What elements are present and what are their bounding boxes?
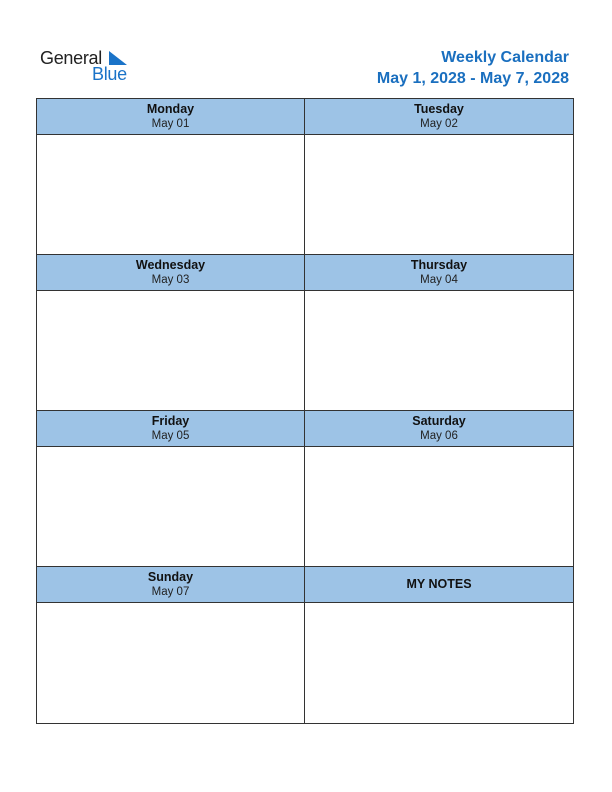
day-cell-friday xyxy=(37,411,305,567)
page-title: Weekly Calendar xyxy=(441,49,569,66)
day-name: Tuesday xyxy=(414,102,464,116)
brand-logo xyxy=(40,46,140,86)
day-cell-wednesday xyxy=(37,255,305,411)
day-header xyxy=(305,255,573,291)
day-header xyxy=(37,99,304,135)
brand-word-general: General xyxy=(40,48,102,68)
day-notes-area[interactable] xyxy=(37,135,304,254)
day-cell-thursday xyxy=(305,255,573,411)
notes-area[interactable] xyxy=(305,603,573,723)
day-name: Monday xyxy=(146,102,195,116)
day-notes-area[interactable] xyxy=(305,291,573,410)
day-name: Saturday xyxy=(412,414,466,428)
day-header xyxy=(37,255,304,291)
week-grid xyxy=(36,98,574,724)
brand-word-blue: Blue xyxy=(92,64,127,84)
day-cell-sunday xyxy=(37,567,305,723)
day-date: May 05 xyxy=(151,430,190,442)
day-date: May 02 xyxy=(420,118,458,130)
day-notes-area[interactable] xyxy=(305,447,573,566)
day-notes-area[interactable] xyxy=(305,135,573,254)
day-notes-area[interactable] xyxy=(37,603,304,723)
day-header xyxy=(305,99,573,135)
day-notes-area[interactable] xyxy=(37,291,304,410)
day-header xyxy=(305,411,573,447)
calendar-header xyxy=(377,48,569,89)
day-header xyxy=(37,411,304,447)
day-name: Friday xyxy=(151,414,190,428)
notes-title: MY NOTES xyxy=(406,577,472,591)
day-name: Thursday xyxy=(410,258,468,272)
day-date: May 07 xyxy=(151,586,190,598)
day-cell-saturday xyxy=(305,411,573,567)
day-date: May 06 xyxy=(420,430,458,442)
date-range: May 1, 2028 - May 7, 2028 xyxy=(376,70,569,87)
triangle-flag-icon xyxy=(109,51,127,65)
day-name: Wednesday xyxy=(135,258,206,272)
day-header xyxy=(37,567,304,603)
day-notes-area[interactable] xyxy=(37,447,304,566)
day-cell-tuesday xyxy=(305,99,573,255)
day-name: Sunday xyxy=(147,570,194,584)
day-date: May 03 xyxy=(151,274,190,286)
day-date: May 01 xyxy=(151,118,190,130)
notes-cell xyxy=(305,567,573,723)
day-date: May 04 xyxy=(420,274,458,286)
notes-header xyxy=(305,567,573,603)
day-cell-monday xyxy=(37,99,305,255)
